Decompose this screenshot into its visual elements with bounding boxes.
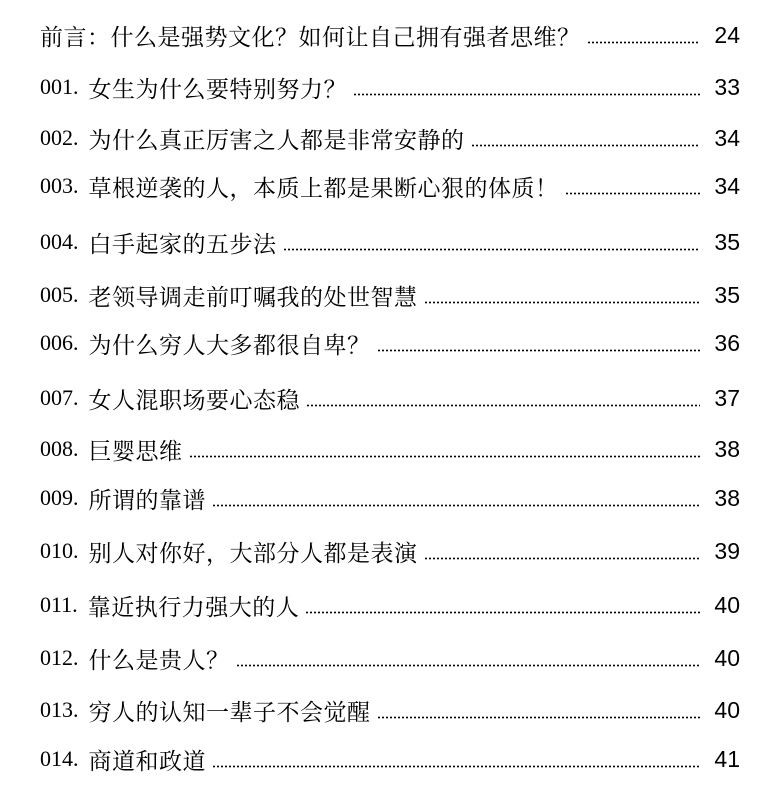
- toc-entry-page: 40: [714, 591, 740, 618]
- toc-entry-008[interactable]: [40, 431, 740, 467]
- toc-entry-011[interactable]: [40, 587, 740, 623]
- dot-leader: [212, 504, 700, 507]
- dot-leader: [424, 301, 701, 304]
- dot-leader: [565, 192, 701, 195]
- toc-entry-page: 33: [714, 73, 740, 100]
- toc-entry-013[interactable]: [40, 692, 740, 728]
- toc-entry-title: 草根逆袭的人，本质上都是果断心狠的体质！: [88, 175, 559, 202]
- toc-entry-012[interactable]: [40, 640, 740, 676]
- toc-entry-page: 39: [714, 537, 740, 564]
- dot-leader: [305, 611, 700, 614]
- toc-entry-page: 38: [714, 435, 740, 462]
- toc-entry-title: 巨婴思维: [88, 438, 183, 465]
- dot-leader: [377, 716, 701, 719]
- toc-entry-title: 什么是贵人？: [88, 647, 230, 674]
- toc-entry-number: 010.: [40, 538, 79, 563]
- toc-entry-005[interactable]: [40, 277, 740, 313]
- dot-leader: [236, 664, 701, 667]
- toc-entry-number: 006.: [40, 330, 79, 355]
- toc-entry-number: 008.: [40, 436, 79, 461]
- toc-entry-page: 37: [714, 384, 740, 411]
- dot-leader: [306, 404, 700, 407]
- toc-entry-001[interactable]: [40, 69, 740, 105]
- dot-leader: [587, 41, 701, 44]
- toc-entry-page: 34: [714, 172, 740, 199]
- dot-leader: [471, 144, 701, 147]
- toc-entry-number: 005.: [40, 282, 79, 307]
- toc-entry-number: 011.: [40, 592, 78, 617]
- toc-entry-title: 老领导调走前叮嘱我的处世智慧: [88, 284, 418, 311]
- toc-entry-page: 35: [714, 281, 740, 308]
- dot-leader: [189, 455, 701, 458]
- dot-leader: [353, 93, 700, 96]
- toc-entry-004[interactable]: [40, 224, 740, 260]
- toc-entry-010[interactable]: [40, 533, 740, 569]
- toc-entry-preface[interactable]: [40, 17, 740, 53]
- toc-entry-title: 商道和政道: [88, 748, 206, 775]
- dot-leader: [212, 765, 700, 768]
- toc-entry-page: 38: [714, 484, 740, 511]
- toc-entry-page: 41: [714, 745, 740, 772]
- toc-entry-number: 007.: [40, 385, 79, 410]
- toc-entry-page: 36: [714, 329, 740, 356]
- toc-entry-number: 004.: [40, 229, 79, 254]
- toc-entry-number: 009.: [40, 485, 79, 510]
- toc-entry-007[interactable]: [40, 380, 740, 416]
- toc-entry-page: 35: [714, 228, 740, 255]
- dot-leader: [283, 248, 701, 251]
- toc-entry-title: 别人对你好，大部分人都是表演: [88, 540, 418, 567]
- toc-entry-title: 为什么穷人大多都很自卑？: [88, 332, 371, 359]
- toc-entry-number: 001.: [40, 74, 79, 99]
- toc-entry-number: 003.: [40, 173, 79, 198]
- toc-entry-page: 40: [714, 644, 740, 671]
- toc-entry-014[interactable]: [40, 741, 740, 777]
- toc-entry-number: 013.: [40, 697, 79, 722]
- dot-leader: [424, 557, 701, 560]
- toc-entry-title: 女人混职场要心态稳: [88, 387, 300, 414]
- toc-entry-number: 014.: [40, 746, 79, 771]
- toc-entry-title: 靠近执行力强大的人: [87, 594, 300, 621]
- toc-entry-page: 34: [714, 124, 740, 151]
- toc-entry-title: 所谓的靠谱: [88, 487, 206, 514]
- toc-entry-page: 40: [714, 696, 740, 723]
- toc-entry-003[interactable]: [40, 168, 740, 204]
- toc-entry-title: 女生为什么要特别努力？: [88, 76, 347, 103]
- toc-entry-009[interactable]: [40, 480, 740, 516]
- toc-entry-006[interactable]: [40, 325, 740, 361]
- toc-entry-002[interactable]: [40, 120, 740, 156]
- dot-leader: [377, 349, 701, 352]
- toc-entry-title: 为什么真正厉害之人都是非常安静的: [88, 127, 465, 154]
- toc-entry-page: 24: [714, 21, 740, 48]
- toc-entry-title: 白手起家的五步法: [88, 231, 277, 258]
- toc-entry-title: 前言：什么是强势文化？如何让自己拥有强者思维？: [40, 24, 581, 51]
- toc-entry-number: 012.: [40, 645, 79, 670]
- toc-entry-number: 002.: [40, 125, 79, 150]
- toc-entry-title: 穷人的认知一辈子不会觉醒: [88, 699, 371, 726]
